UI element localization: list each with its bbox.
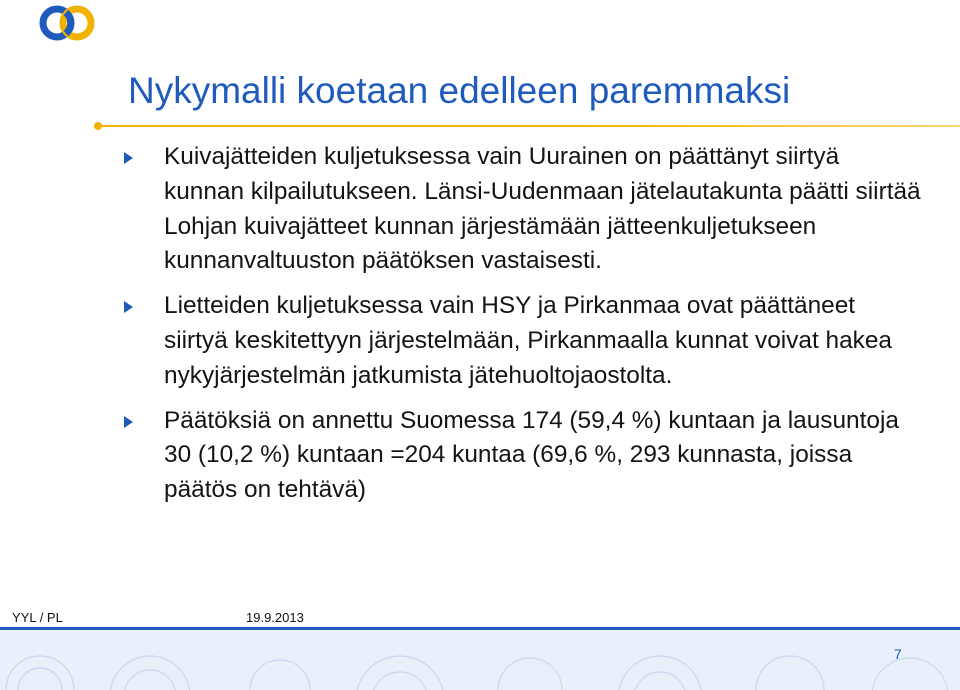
bullet-item-2 [122, 289, 922, 393]
page-number: 7 [894, 646, 902, 662]
logo-ring-overlap [66, 13, 71, 34]
footer-decorative-band [0, 630, 960, 690]
bullet-triangle-icon [124, 152, 133, 164]
footer-date: 19.9.2013 [246, 610, 304, 625]
title-underline [94, 124, 960, 128]
bullet-text: Kuivajätteiden kuljetuksessa vain Uurainen on päättänyt siirtyä kunnan kilpailutukseen. Länsi-Uudenmaan jätelautakunta päätti siirtää Lohjan kuivajätteet kunnan järjestämään jätteenkuljetukseen kunnanvaltuuston päätöksen vastaisesti. [164, 143, 921, 275]
footer-wave-pattern [0, 630, 960, 690]
bullet-item-3 [122, 404, 922, 508]
underline-line [98, 125, 960, 127]
slide-title: Nykymalli koetaan edelleen paremmaksi [128, 70, 791, 111]
bullet-list [122, 140, 922, 518]
footer-organization: YYL / PL [12, 610, 63, 625]
bullet-text: Lietteiden kuljetuksessa vain HSY ja Pirkanmaa ovat päättäneet siirtyä keskitettyyn järjestelmään, Pirkanmaalla kunnat voivat hakea nykyjärjestelmän jatkumista jätehuoltojaostolta. [164, 292, 892, 389]
bullet-triangle-icon [124, 416, 133, 428]
bullet-triangle-icon [124, 301, 133, 313]
bullet-item-1 [122, 140, 922, 279]
bullet-text: Päätöksiä on annettu Suomessa 174 (59,4 %) kuntaan ja lausuntoja 30 (10,2 %) kuntaan =204 kuntaa (69,6 %, 293 kunnasta, joissa päätös on tehtävä) [164, 406, 899, 504]
interlocked-rings-logo [36, 2, 100, 44]
